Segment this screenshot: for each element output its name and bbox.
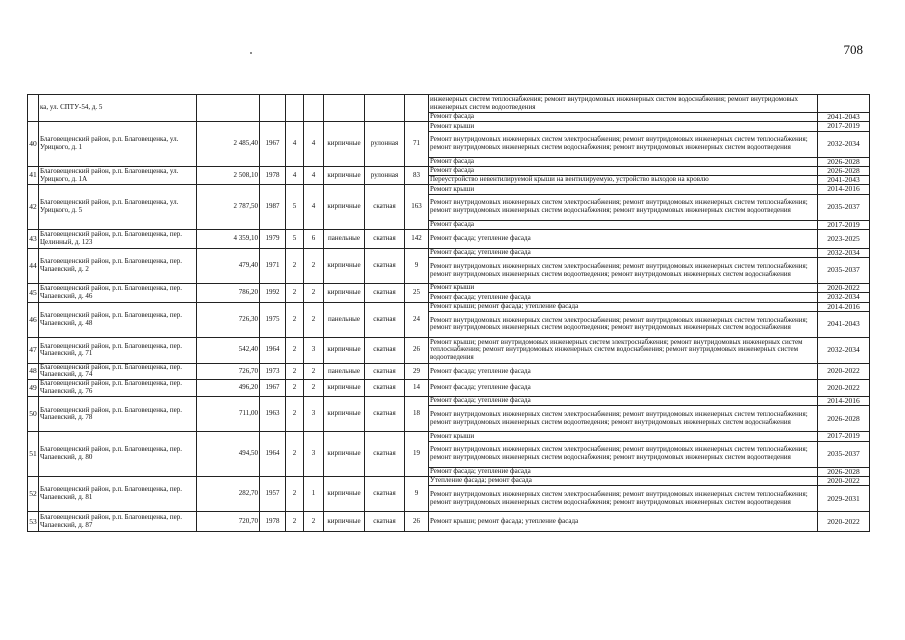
- house-address: Благовещенский район, р.п. Благовещенка, пер. Чапаевский, д. 87: [39, 512, 197, 532]
- repair-period: 2014-2016: [818, 185, 870, 194]
- house-apartments: 19: [405, 432, 429, 477]
- house-apartments: 24: [405, 302, 429, 337]
- repair-work: инженерных систем теплоснабжения; ремонт внутридомовых инженерных систем водоснабжения; ремонт внутридомовых инженерных систем водоотведения: [429, 95, 818, 113]
- house-entrances: [304, 95, 324, 122]
- house-address: Благовещенский район, р.п. Благовещенка, пер. Чапаевский, д. 76: [39, 380, 197, 397]
- house-roof-type: скатная: [365, 248, 405, 283]
- repair-work: Ремонт крыши: [429, 122, 818, 131]
- house-number: 40: [28, 122, 39, 167]
- house-address: Благовещенский район, р.п. Благовещенка, ул. Урицкого, д. 1А: [39, 166, 197, 185]
- house-year: 1979: [260, 229, 286, 248]
- house-area: 496,20: [197, 380, 260, 397]
- house-wall-material: кирпичные: [324, 512, 365, 532]
- house-apartments: 142: [405, 229, 429, 248]
- house-entrances: 2: [304, 302, 324, 337]
- house-wall-material: кирпичные: [324, 185, 365, 230]
- house-number: 48: [28, 363, 39, 379]
- house-floors: 2: [286, 397, 304, 432]
- house-wall-material: панельные: [324, 229, 365, 248]
- repair-work: Ремонт фасада; утепление фасада: [429, 248, 818, 257]
- house-floors: 2: [286, 363, 304, 379]
- repair-period: 2020-2022: [818, 284, 870, 293]
- house-area: 282,70: [197, 476, 260, 511]
- house-entrances: 2: [304, 380, 324, 397]
- house-year: [260, 95, 286, 122]
- house-year: 1971: [260, 248, 286, 283]
- house-apartments: 26: [405, 512, 429, 532]
- house-address: ка, ул. СПТУ-54, д. 5: [39, 95, 197, 122]
- house-area: 2 508,10: [197, 166, 260, 185]
- house-wall-material: кирпичные: [324, 380, 365, 397]
- house-area: 786,20: [197, 284, 260, 303]
- repair-period: [818, 95, 870, 113]
- house-number: 44: [28, 248, 39, 283]
- house-year: 1964: [260, 337, 286, 363]
- repair-period: 2023-2025: [818, 229, 870, 248]
- repair-period: 2035-2037: [818, 258, 870, 284]
- house-apartments: 18: [405, 397, 429, 432]
- house-number: 46: [28, 302, 39, 337]
- house-area: 542,40: [197, 337, 260, 363]
- house-address: Благовещенский район, р.п. Благовещенка, пер. Чапаевский, д. 74: [39, 363, 197, 379]
- repair-period: 2035-2037: [818, 194, 870, 220]
- house-floors: 2: [286, 432, 304, 477]
- house-area: 711,00: [197, 397, 260, 432]
- house-address: Благовещенский район, р.п. Благовещенка, ул. Урицкого, д. 5: [39, 185, 197, 230]
- house-number: 41: [28, 166, 39, 185]
- repair-work: Ремонт внутридомовых инженерных систем электроснабжения; ремонт внутридомовых инженерных систем теплоснабжения; ремонт внутридомовых инженерных систем водоснабжения; ремонт внутридомовых инженерных систем водоотведения: [429, 486, 818, 512]
- house-wall-material: кирпичные: [324, 337, 365, 363]
- house-area: 4 359,10: [197, 229, 260, 248]
- repair-work: Переустройство невентилируемой крыши на вентилируемую, устройство выходов на кровлю: [429, 176, 818, 185]
- repair-work: Ремонт крыши; ремонт фасада; утепление фасада: [429, 302, 818, 311]
- repair-work: Ремонт фасада; утепление фасада: [429, 467, 818, 476]
- house-area: 726,70: [197, 363, 260, 379]
- house-wall-material: кирпичные: [324, 476, 365, 511]
- repair-work: Ремонт крыши; ремонт фасада; утепление фасада: [429, 512, 818, 532]
- table-row: [28, 95, 870, 113]
- repair-schedule-table: [27, 94, 870, 532]
- house-address: Благовещенский район, р.п. Благовещенка, пер. Целинный, д. 123: [39, 229, 197, 248]
- repair-period: 2041-2043: [818, 311, 870, 337]
- repair-period: 2020-2022: [818, 512, 870, 532]
- house-entrances: 2: [304, 363, 324, 379]
- house-year: 1963: [260, 397, 286, 432]
- house-floors: [286, 95, 304, 122]
- table-row: [28, 185, 870, 194]
- house-number: 47: [28, 337, 39, 363]
- repair-work: Ремонт крыши: [429, 432, 818, 441]
- house-number: 42: [28, 185, 39, 230]
- repair-period: 2032-2034: [818, 248, 870, 257]
- house-floors: 2: [286, 248, 304, 283]
- house-number: 53: [28, 512, 39, 532]
- house-address: Благовещенский район, р.п. Благовещенка, пер. Чапаевский, д. 46: [39, 284, 197, 303]
- table-row: [28, 122, 870, 131]
- house-apartments: 25: [405, 284, 429, 303]
- house-apartments: 9: [405, 248, 429, 283]
- house-year: 1987: [260, 185, 286, 230]
- repair-period: 2032-2034: [818, 293, 870, 302]
- repair-work: Ремонт крыши: [429, 185, 818, 194]
- house-roof-type: скатная: [365, 363, 405, 379]
- house-number: [28, 95, 39, 122]
- house-wall-material: [324, 95, 365, 122]
- house-apartments: 163: [405, 185, 429, 230]
- repair-period: 2041-2043: [818, 113, 870, 122]
- house-floors: 4: [286, 122, 304, 167]
- house-area: 726,30: [197, 302, 260, 337]
- house-apartments: 29: [405, 363, 429, 379]
- house-roof-type: скатная: [365, 476, 405, 511]
- house-roof-type: скатная: [365, 397, 405, 432]
- repair-period: 2026-2028: [818, 166, 870, 175]
- house-entrances: 4: [304, 122, 324, 167]
- house-wall-material: кирпичные: [324, 432, 365, 477]
- repair-period: 2026-2028: [818, 157, 870, 166]
- table-row: [28, 397, 870, 406]
- repair-work: Ремонт фасада: [429, 220, 818, 229]
- house-year: 1978: [260, 512, 286, 532]
- house-entrances: 4: [304, 185, 324, 230]
- repair-work: Ремонт фасада: [429, 166, 818, 175]
- house-floors: 5: [286, 229, 304, 248]
- house-entrances: 2: [304, 284, 324, 303]
- repair-period: 2029-2031: [818, 486, 870, 512]
- table-row: [28, 229, 870, 248]
- repair-period: 2014-2016: [818, 302, 870, 311]
- house-year: 1957: [260, 476, 286, 511]
- house-area: 720,70: [197, 512, 260, 532]
- repair-work: Ремонт фасада; утепление фасада: [429, 380, 818, 397]
- house-roof-type: скатная: [365, 284, 405, 303]
- house-apartments: 26: [405, 337, 429, 363]
- house-roof-type: [365, 95, 405, 122]
- house-roof-type: скатная: [365, 512, 405, 532]
- house-floors: 2: [286, 284, 304, 303]
- house-floors: 2: [286, 380, 304, 397]
- house-floors: 2: [286, 476, 304, 511]
- house-roof-type: рулонная: [365, 122, 405, 167]
- house-entrances: 3: [304, 337, 324, 363]
- table-row: [28, 248, 870, 257]
- table-row: [28, 512, 870, 532]
- table-row: [28, 380, 870, 397]
- house-area: 494,50: [197, 432, 260, 477]
- repair-work: Ремонт крыши: [429, 284, 818, 293]
- house-address: Благовещенский район, р.п. Благовещенка, ул. Урицкого, д. 1: [39, 122, 197, 167]
- house-wall-material: кирпичные: [324, 166, 365, 185]
- repair-work: Ремонт внутридомовых инженерных систем электроснабжения; ремонт внутридомовых инженерных систем теплоснабжения; ремонт внутридомовых инженерных систем водоотведения; ремонт внутридомовых инженерных систем водоснабжения: [429, 258, 818, 284]
- house-number: 49: [28, 380, 39, 397]
- repair-period: 2017-2019: [818, 220, 870, 229]
- house-year: 1964: [260, 432, 286, 477]
- house-year: 1978: [260, 166, 286, 185]
- house-address: Благовещенский район, р.п. Благовещенка, пер. Чапаевский, д. 81: [39, 476, 197, 511]
- house-wall-material: кирпичные: [324, 397, 365, 432]
- house-area: [197, 95, 260, 122]
- house-year: 1967: [260, 380, 286, 397]
- repair-period: 2041-2043: [818, 176, 870, 185]
- house-entrances: 1: [304, 476, 324, 511]
- house-roof-type: скатная: [365, 302, 405, 337]
- house-address: Благовещенский район, р.п. Благовещенка, пер. Чапаевский, д. 71: [39, 337, 197, 363]
- repair-work: Ремонт фасада; утепление фасада: [429, 397, 818, 406]
- house-number: 45: [28, 284, 39, 303]
- repair-period: 2026-2028: [818, 467, 870, 476]
- house-floors: 2: [286, 337, 304, 363]
- house-area: 479,40: [197, 248, 260, 283]
- repair-period: 2026-2028: [818, 406, 870, 432]
- house-area: 2 485,40: [197, 122, 260, 167]
- house-roof-type: скатная: [365, 337, 405, 363]
- repair-period: 2020-2022: [818, 380, 870, 397]
- house-entrances: 4: [304, 166, 324, 185]
- table-row: [28, 284, 870, 293]
- repair-period: 2032-2034: [818, 337, 870, 363]
- house-number: 43: [28, 229, 39, 248]
- house-address: Благовещенский район, р.п. Благовещенка, пер. Чапаевский, д. 48: [39, 302, 197, 337]
- house-entrances: 2: [304, 248, 324, 283]
- house-entrances: 6: [304, 229, 324, 248]
- repair-work: Ремонт внутридомовых инженерных систем электроснабжения; ремонт внутридомовых инженерных систем теплоснабжения; ремонт внутридомовых инженерных систем водоснабжения; ремонт внутридомовых инженерных систем водоотведения: [429, 441, 818, 467]
- house-floors: 2: [286, 302, 304, 337]
- table-row: [28, 363, 870, 379]
- repair-period: 2017-2019: [818, 432, 870, 441]
- house-roof-type: скатная: [365, 229, 405, 248]
- table-row: [28, 432, 870, 441]
- house-number: 52: [28, 476, 39, 511]
- house-year: 1973: [260, 363, 286, 379]
- repair-work: Ремонт фасада; утепление фасада: [429, 363, 818, 379]
- repair-period: 2032-2034: [818, 131, 870, 157]
- house-number: 51: [28, 432, 39, 477]
- house-year: 1975: [260, 302, 286, 337]
- table-row: [28, 302, 870, 311]
- repair-work: Ремонт фасада: [429, 113, 818, 122]
- repair-period: 2020-2022: [818, 476, 870, 485]
- house-wall-material: кирпичные: [324, 122, 365, 167]
- repair-period: 2020-2022: [818, 363, 870, 379]
- house-entrances: 2: [304, 512, 324, 532]
- house-roof-type: рулонная: [365, 166, 405, 185]
- page-number: 708: [843, 42, 863, 57]
- house-year: 1967: [260, 122, 286, 167]
- house-apartments: 83: [405, 166, 429, 185]
- table-row: [28, 337, 870, 363]
- house-apartments: 14: [405, 380, 429, 397]
- house-wall-material: панельные: [324, 302, 365, 337]
- repair-work: Ремонт фасада: [429, 157, 818, 166]
- repair-work: Утепление фасада; ремонт фасада: [429, 476, 818, 485]
- table-row: [28, 476, 870, 485]
- scan-dot: [250, 52, 252, 54]
- repair-work: Ремонт внутридомовых инженерных систем электроснабжения; ремонт внутридомовых инженерных систем теплоснабжения; ремонт внутридомовых инженерных систем водоотведения; ремонт внутридомовых инженерных систем водоснабжения: [429, 311, 818, 337]
- house-wall-material: кирпичные: [324, 248, 365, 283]
- house-entrances: 3: [304, 397, 324, 432]
- house-apartments: [405, 95, 429, 122]
- repair-period: 2014-2016: [818, 397, 870, 406]
- house-address: Благовещенский район, р.п. Благовещенка, пер. Чапаевский, д. 78: [39, 397, 197, 432]
- repair-work: Ремонт внутридомовых инженерных систем электроснабжения; ремонт внутридомовых инженерных систем теплоснабжения; ремонт внутридомовых инженерных систем водоотведения; ремонт внутридомовых инженерных систем водоснабжения: [429, 406, 818, 432]
- repair-work: Ремонт фасада; утепление фасада: [429, 293, 818, 302]
- house-year: 1992: [260, 284, 286, 303]
- house-floors: 5: [286, 185, 304, 230]
- house-floors: 2: [286, 512, 304, 532]
- repair-period: 2017-2019: [818, 122, 870, 131]
- house-address: Благовещенский район, р.п. Благовещенка, пер. Чапаевский, д. 80: [39, 432, 197, 477]
- house-entrances: 3: [304, 432, 324, 477]
- table-row: [28, 166, 870, 175]
- repair-work: Ремонт фасада; утепление фасада: [429, 229, 818, 248]
- house-wall-material: панельные: [324, 363, 365, 379]
- house-number: 50: [28, 397, 39, 432]
- house-apartments: 9: [405, 476, 429, 511]
- house-floors: 4: [286, 166, 304, 185]
- house-roof-type: скатная: [365, 380, 405, 397]
- house-area: 2 787,50: [197, 185, 260, 230]
- repair-work: Ремонт внутридомовых инженерных систем электроснабжения; ремонт внутридомовых инженерных систем теплоснабжения; ремонт внутридомовых инженерных систем водоснабжения; ремонт внутридомовых инженерных систем водоотведения: [429, 194, 818, 220]
- house-address: Благовещенский район, р.п. Благовещенка, пер. Чапаевский, д. 2: [39, 248, 197, 283]
- house-roof-type: скатная: [365, 432, 405, 477]
- repair-work: Ремонт крыши; ремонт внутридомовых инженерных систем электроснабжения; ремонт внутридомовых инженерных систем теплоснабжения; ремонт внутридомовых инженерных систем водоснабжения; ремонт внутридомовых инженерных систем водоотведения: [429, 337, 818, 363]
- repair-period: 2035-2037: [818, 441, 870, 467]
- house-roof-type: скатная: [365, 185, 405, 230]
- repair-work: Ремонт внутридомовых инженерных систем электроснабжения; ремонт внутридомовых инженерных систем теплоснабжения; ремонт внутридомовых инженерных систем водоснабжения; ремонт внутридомовых инженерных систем водоотведения: [429, 131, 818, 157]
- house-wall-material: кирпичные: [324, 284, 365, 303]
- house-apartments: 71: [405, 122, 429, 167]
